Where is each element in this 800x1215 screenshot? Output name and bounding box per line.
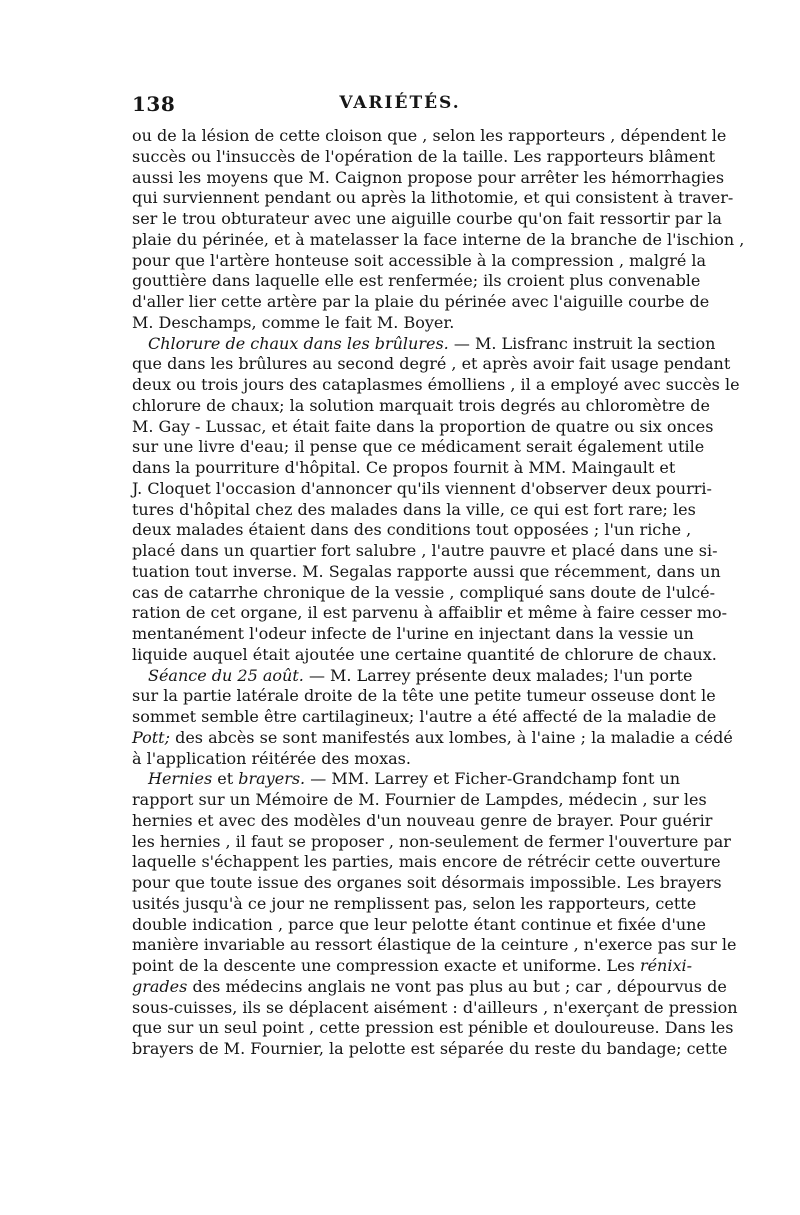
text-line: point de la descente une compression exacte et uniforme. Les rénixi- (132, 956, 693, 975)
text-line: Chlorure de chaux dans les brûlures. — M. Lisfranc instruit la section (148, 333, 716, 353)
section-heading: Séance du 25 août. (148, 665, 304, 685)
text-line: pour que toute issue des organes soit désormais impossible. Les brayers (132, 873, 722, 892)
text-line: placé dans un quartier fort salubre , l'autre pauvre et placé dans une si- (132, 541, 718, 560)
text-line: hernies et avec des modèles d'un nouveau genre de brayer. Pour guérir (132, 810, 713, 830)
section-heading: Chlorure de chaux dans les brûlures. (148, 333, 449, 353)
text-line: à l'application réitérée des moxas. (132, 748, 411, 768)
italic-term: grades (132, 976, 188, 996)
text-line: double indication , parce que leur pelotte étant continue et fixée d'une (132, 914, 706, 934)
text-line: laquelle s'échappent les parties, mais encore de rétrécir cette ouverture (132, 852, 721, 872)
text-line: que sur un seul point , cette pression est pénible et douloureuse. Dans les (132, 1018, 734, 1038)
running-head: VARIÉTÉS. (339, 93, 461, 113)
text-line: qui surviennent pendant ou après la lithotomie, et qui consistent à traver- (132, 188, 734, 208)
text-line: succès ou l'insuccès de l'opération de la taille. Les rapporteurs blâment (132, 146, 716, 166)
text-line: cas de catarrhe chronique de la vessie , compliqué sans doute de l'ulcé- (132, 582, 716, 602)
text-line: sous-cuisses, ils se déplacent aisément : d'ailleurs , n'exerçant de pression (132, 997, 738, 1017)
text-line: plaie du périnée, et à matelasser la face interne de la branche de l'ischion , (132, 229, 745, 249)
text-line: aussi les moyens que M. Caignon propose pour arrêter les hémorrhagies (132, 167, 725, 187)
text-line: M. Deschamps, comme le fait M. Boyer. (132, 312, 455, 332)
text-line: usités jusqu'à ce jour ne remplissent pas, selon les rapporteurs, cette (132, 893, 697, 913)
page-number: 138 (132, 92, 176, 116)
text-line: ser le trou obturateur avec une aiguille courbe qu'on fait ressortir par la (132, 209, 722, 228)
text-line: ou de la lésion de cette cloison que , selon les rapporteurs , dépendent le (132, 126, 727, 145)
page-header (132, 92, 668, 116)
text-line: ration de cet organe, il est parvenu à affaiblir et même à faire cesser mo- (132, 603, 728, 623)
text-line: gouttière dans laquelle elle est renfermée; ils croient plus convenable (132, 271, 701, 291)
text-line: brayers de M. Fournier, la pelotte est séparée du reste du bandage; cette (132, 1039, 728, 1058)
text-line: sommet semble être cartilagineux; l'autre a été affecté de la maladie de (132, 707, 717, 726)
section-heading: brayers. (238, 769, 306, 789)
italic-term: Pott; (132, 727, 170, 747)
text-line: d'aller lier cette artère par la plaie du périnée avec l'aiguille courbe de (132, 292, 710, 311)
text-line: sur la partie latérale droite de la tête une petite tumeur osseuse dont le (132, 686, 716, 706)
text-line: deux ou trois jours des cataplasmes émolliens , il a employé avec succès le (132, 375, 740, 394)
text-line: rapport sur un Mémoire de M. Fournier de Lampdes, médecin , sur les (132, 790, 707, 809)
text-line: M. Gay - Lussac, et était faite dans la proportion de quatre ou six onces (132, 416, 714, 436)
text-line: deux malades étaient dans des conditions tout opposées ; l'un riche , (132, 520, 692, 540)
text-line: grades des médecins anglais ne vont pas plus au but ; car , dépourvus de (132, 976, 727, 996)
paragraph (132, 769, 738, 1060)
section-heading: Hernies (148, 769, 213, 789)
text-line: Séance du 25 août. — M. Larrey présente deux malades; l'un porte (148, 665, 693, 685)
text-line: dans la pourriture d'hôpital. Ce propos fournit à MM. Maingault et (132, 458, 676, 477)
text-line: sur une livre d'eau; il pense que ce médicament serait également utile (132, 437, 705, 457)
italic-term: rénixi- (639, 956, 693, 975)
text-line: liquide auquel était ajoutée une certaine quantité de chlorure de chaux. (132, 644, 717, 664)
text-line: manière invariable au ressort élastique de la ceinture , n'exerce pas sur le (132, 935, 737, 955)
text-line: les hernies , il faut se proposer , non-seulement de fermer l'ouverture par (132, 831, 731, 851)
paragraph (132, 333, 740, 666)
text-line: pour que l'artère honteuse soit accessible à la compression , malgré la (132, 250, 707, 270)
text-line: J. Cloquet l'occasion d'annoncer qu'ils viennent d'observer deux pourri- (132, 478, 712, 498)
paragraph (132, 126, 745, 334)
text-line: tuation tout inverse. M. Segalas rapporte aussi que récemment, dans un (132, 561, 721, 581)
paragraph (132, 665, 733, 770)
text-line: que dans les brûlures au second degré , et après avoir fait usage pendant (132, 354, 731, 374)
body-text (132, 126, 745, 1060)
text-line: chlorure de chaux; la solution marquait trois degrés au chloromètre de (132, 395, 710, 415)
text-line: tures d'hôpital chez des malades dans la ville, ce qui est fort rare; les (132, 499, 696, 519)
text-line: Pott; des abcès se sont manifestés aux lombes, à l'aine ; la maladie a cédé (132, 727, 733, 747)
text-line: Hernies et brayers. — MM. Larrey et Ficher-Grandchamp font un (148, 769, 681, 789)
text-line: mentanément l'odeur infecte de l'urine en injectant dans la vessie un (132, 624, 694, 643)
